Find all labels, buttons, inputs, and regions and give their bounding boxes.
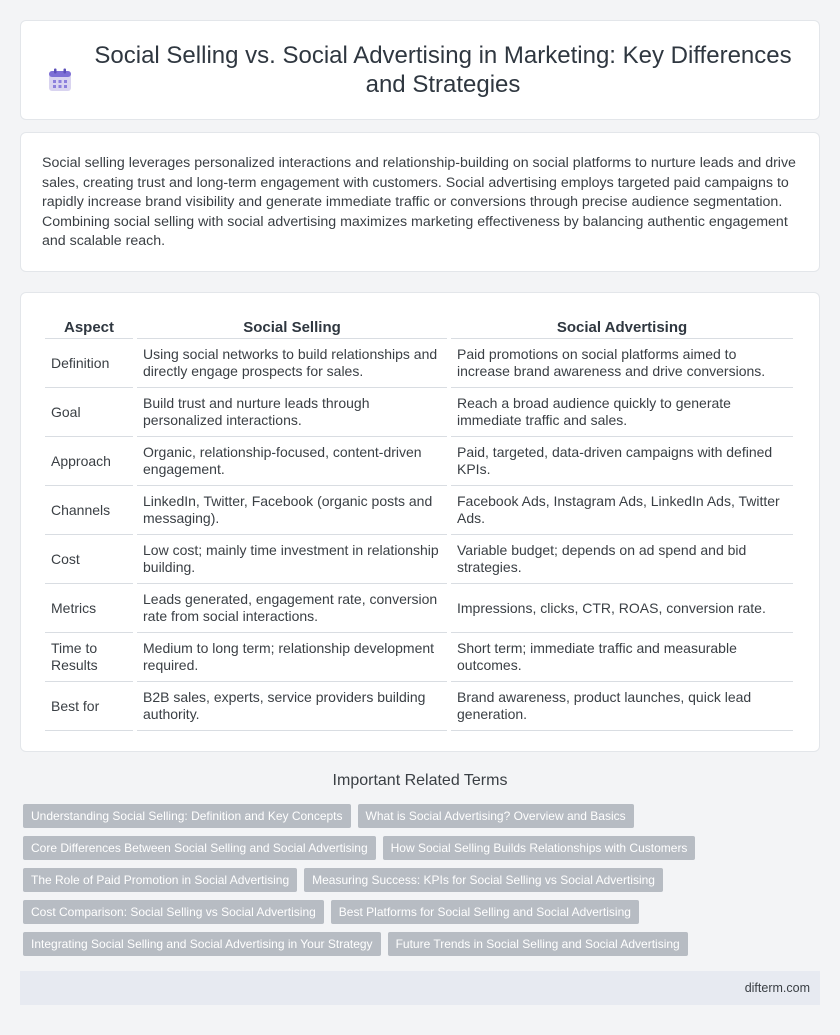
- selling-cell: Organic, relationship-focused, content-driven engagement.: [137, 437, 447, 486]
- related-terms-list: [23, 804, 823, 964]
- footer: [20, 971, 820, 1005]
- comparison-table: [41, 309, 797, 731]
- related-term-tag[interactable]: Understanding Social Selling: Definition and Key Concepts: [23, 804, 351, 828]
- selling-cell: LinkedIn, Twitter, Facebook (organic posts and messaging).: [137, 486, 447, 535]
- table-row: [45, 437, 793, 486]
- table-row: [45, 535, 793, 584]
- aspect-cell: Cost: [45, 535, 133, 584]
- advertising-cell: Short term; immediate traffic and measurable outcomes.: [451, 633, 793, 682]
- aspect-cell: Time to Results: [45, 633, 133, 682]
- page-title: Social Selling vs. Social Advertising in Marketing: Key Differences and Strategies: [94, 42, 792, 98]
- aspect-cell: Definition: [45, 339, 133, 388]
- table-row: [45, 682, 793, 731]
- table-row: [45, 633, 793, 682]
- header-social-selling: Social Selling: [137, 309, 447, 339]
- related-term-tag[interactable]: Cost Comparison: Social Selling vs Social Advertising: [23, 900, 324, 924]
- aspect-cell: Metrics: [45, 584, 133, 633]
- aspect-cell: Approach: [45, 437, 133, 486]
- header-aspect: Aspect: [45, 309, 133, 339]
- table-header-row: [45, 309, 793, 339]
- related-term-tag[interactable]: Future Trends in Social Selling and Social Advertising: [388, 932, 688, 956]
- table-row: [45, 339, 793, 388]
- table-row: [45, 388, 793, 437]
- related-term-tag[interactable]: How Social Selling Builds Relationships with Customers: [383, 836, 696, 860]
- advertising-cell: Reach a broad audience quickly to generate immediate traffic and sales.: [451, 388, 793, 437]
- related-term-tag[interactable]: The Role of Paid Promotion in Social Advertising: [23, 868, 297, 892]
- intro-text: Social selling leverages personalized interactions and relationship-building on social platforms to nurture leads and drive sales, creating trust and long-term engagement with customers. Social advertising employs targeted paid campaigns to rapidly increase brand visibility and generate immediate traffic or conversions through precise audience segmentation. Combining social selling with social advertising maximizes marketing effectiveness by balancing authentic engagement and scalable reach.: [42, 155, 796, 250]
- related-term-tag[interactable]: Best Platforms for Social Selling and Social Advertising: [331, 900, 639, 924]
- advertising-cell: Facebook Ads, Instagram Ads, LinkedIn Ads, Twitter Ads.: [451, 486, 793, 535]
- selling-cell: B2B sales, experts, service providers building authority.: [137, 682, 447, 731]
- table-row: [45, 584, 793, 633]
- selling-cell: Low cost; mainly time investment in relationship building.: [137, 535, 447, 584]
- selling-cell: Build trust and nurture leads through personalized interactions.: [137, 388, 447, 437]
- related-terms-title: Important Related Terms: [332, 772, 508, 789]
- related-term-tag[interactable]: What is Social Advertising? Overview and Basics: [358, 804, 634, 828]
- selling-cell: Medium to long term; relationship development required.: [137, 633, 447, 682]
- advertising-cell: Paid promotions on social platforms aimed to increase brand awareness and drive conversions.: [451, 339, 793, 388]
- related-term-tag[interactable]: Measuring Success: KPIs for Social Selling vs Social Advertising: [304, 868, 663, 892]
- aspect-cell: Best for: [45, 682, 133, 731]
- comparison-card: [20, 292, 820, 752]
- table-row: [45, 486, 793, 535]
- related-term-tag[interactable]: Core Differences Between Social Selling and Social Advertising: [23, 836, 376, 860]
- calendar-icon: [47, 67, 73, 93]
- advertising-cell: Brand awareness, product launches, quick lead generation.: [451, 682, 793, 731]
- intro-card: [20, 132, 820, 272]
- selling-cell: Leads generated, engagement rate, conversion rate from social interactions.: [137, 584, 447, 633]
- header-social-advertising: Social Advertising: [451, 309, 793, 339]
- aspect-cell: Channels: [45, 486, 133, 535]
- aspect-cell: Goal: [45, 388, 133, 437]
- selling-cell: Using social networks to build relationships and directly engage prospects for sales.: [137, 339, 447, 388]
- advertising-cell: Variable budget; depends on ad spend and bid strategies.: [451, 535, 793, 584]
- advertising-cell: Impressions, clicks, CTR, ROAS, conversion rate.: [451, 584, 793, 633]
- advertising-cell: Paid, targeted, data-driven campaigns with defined KPIs.: [451, 437, 793, 486]
- related-term-tag[interactable]: Integrating Social Selling and Social Advertising in Your Strategy: [23, 932, 381, 956]
- footer-site-link[interactable]: difterm.com: [744, 981, 810, 995]
- header-card: [20, 20, 820, 120]
